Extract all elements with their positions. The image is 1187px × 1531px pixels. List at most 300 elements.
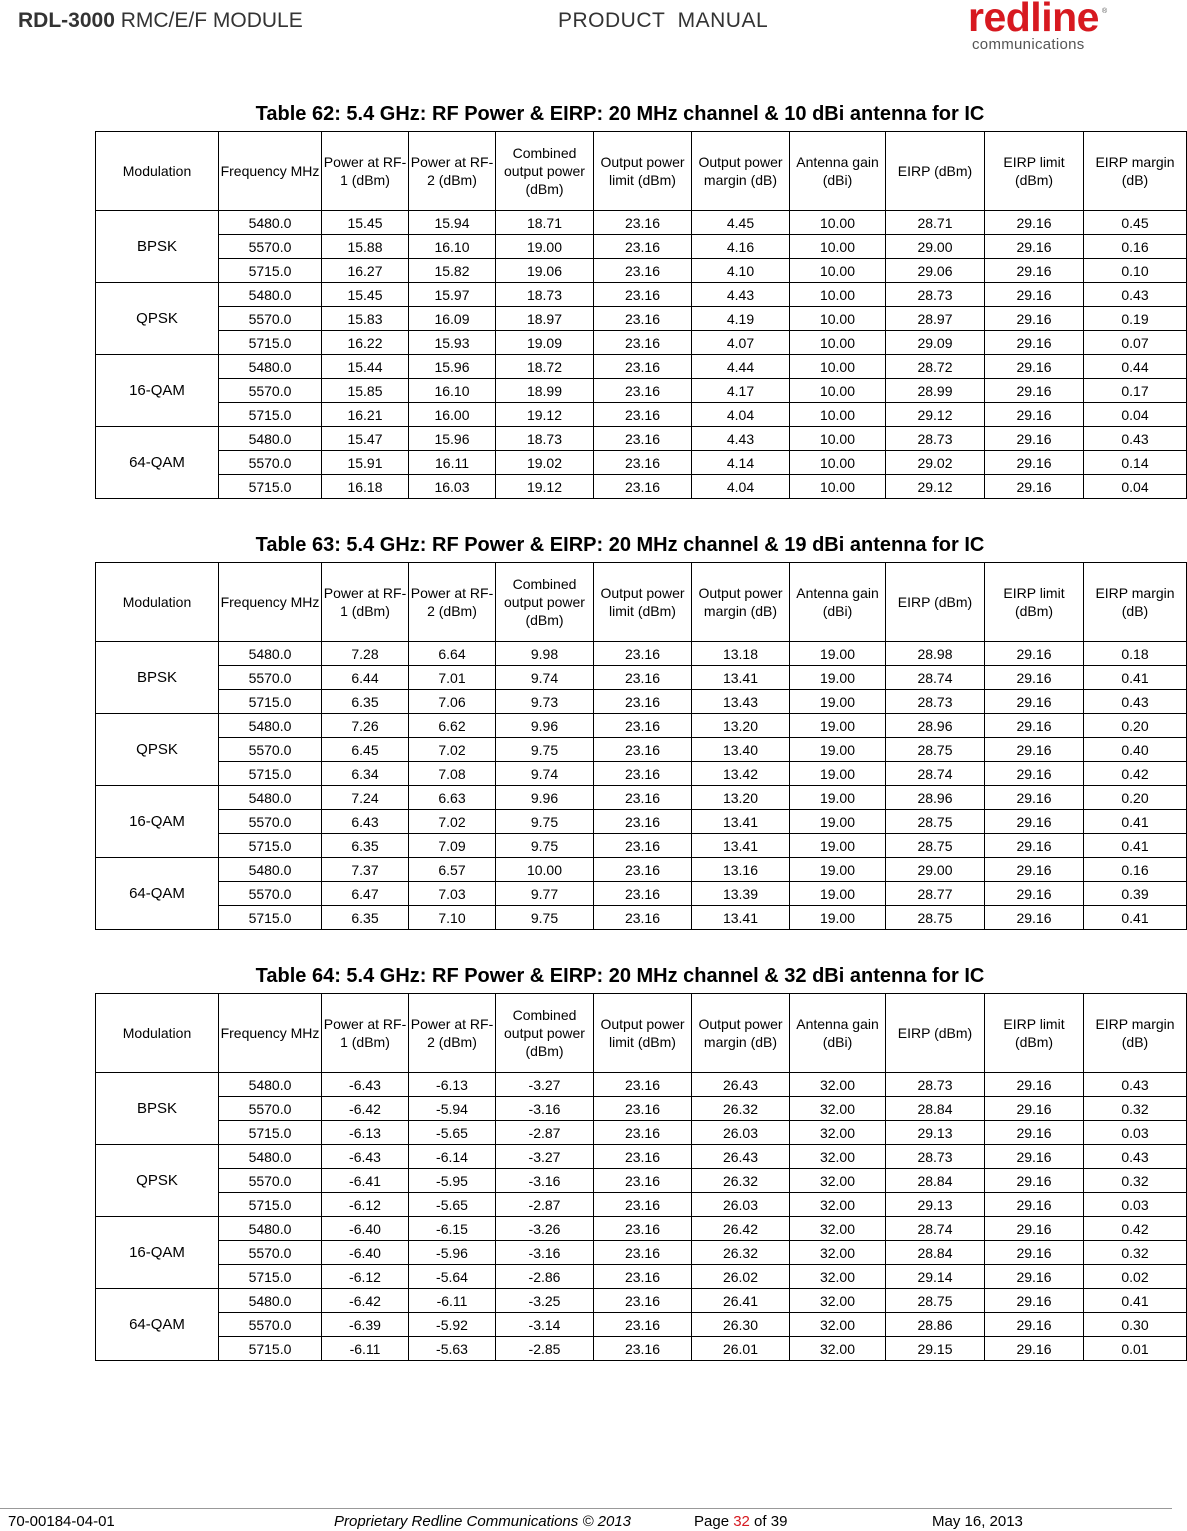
table-row (96, 738, 1187, 762)
table-cell: 15.94 (409, 211, 496, 235)
table-cell: 16.18 (322, 475, 409, 499)
table-row (96, 211, 1187, 235)
table-cell: 32.00 (790, 1073, 886, 1097)
table-cell: 28.75 (886, 1289, 985, 1313)
column-header: Power at RF-1 (dBm) (322, 132, 409, 211)
table-row (96, 1193, 1187, 1217)
table-cell: 15.85 (322, 379, 409, 403)
table-cell: 4.07 (692, 331, 790, 355)
table-cell: 28.73 (886, 427, 985, 451)
table-cell: 10.00 (790, 283, 886, 307)
table-cell: 5570.0 (219, 1097, 322, 1121)
table-cell: 0.41 (1084, 906, 1187, 930)
table-cell: 7.10 (409, 906, 496, 930)
table-cell: 0.01 (1084, 1337, 1187, 1361)
table-cell: 5480.0 (219, 211, 322, 235)
column-header: EIRP limit (dBm) (985, 563, 1084, 642)
table-cell: 4.19 (692, 307, 790, 331)
table-cell: 23.16 (594, 762, 692, 786)
table-cell: -6.13 (409, 1073, 496, 1097)
table-cell: 0.39 (1084, 882, 1187, 906)
table-cell: 29.16 (985, 882, 1084, 906)
table-cell: 19.00 (790, 690, 886, 714)
table-row (96, 762, 1187, 786)
table-cell: 5570.0 (219, 451, 322, 475)
table-cell: 16.27 (322, 259, 409, 283)
table-cell: 9.74 (496, 762, 594, 786)
table-cell: 26.41 (692, 1289, 790, 1313)
table-cell: 26.03 (692, 1193, 790, 1217)
table-cell: 0.18 (1084, 642, 1187, 666)
table-cell: 28.73 (886, 283, 985, 307)
table-cell: 5570.0 (219, 307, 322, 331)
column-header: Frequency MHz (219, 563, 322, 642)
table-cell: 5480.0 (219, 642, 322, 666)
table-cell: 4.44 (692, 355, 790, 379)
table-cell: 0.20 (1084, 714, 1187, 738)
column-header: Combined output power (dBm) (496, 994, 594, 1073)
table-cell: -6.42 (322, 1289, 409, 1313)
table-cell: 15.82 (409, 259, 496, 283)
table-cell: 9.73 (496, 690, 594, 714)
table-cell: 5480.0 (219, 1217, 322, 1241)
table-cell: 5480.0 (219, 427, 322, 451)
table-cell: 7.02 (409, 810, 496, 834)
table-cell: 4.10 (692, 259, 790, 283)
table-cell: 0.07 (1084, 331, 1187, 355)
modulation-cell: 16-QAM (96, 1217, 219, 1289)
table-cell: -6.41 (322, 1169, 409, 1193)
table-cell: 10.00 (496, 858, 594, 882)
table-cell: 5715.0 (219, 690, 322, 714)
table-cell: 4.43 (692, 283, 790, 307)
footer-page-number (694, 1513, 787, 1530)
table-cell: 28.73 (886, 690, 985, 714)
table-cell: 28.74 (886, 666, 985, 690)
table-cell: 23.16 (594, 858, 692, 882)
table-cell: 26.02 (692, 1265, 790, 1289)
column-header: Antenna gain (dBi) (790, 563, 886, 642)
table-cell: -5.65 (409, 1193, 496, 1217)
current-page: 32 (733, 1513, 750, 1530)
table-cell: 19.02 (496, 451, 594, 475)
table-row (96, 1337, 1187, 1361)
table-cell: 6.35 (322, 690, 409, 714)
column-header: Combined output power (dBm) (496, 132, 594, 211)
table-cell: 9.96 (496, 714, 594, 738)
table-cell: 10.00 (790, 355, 886, 379)
column-header: Frequency MHz (219, 994, 322, 1073)
column-header: Output power limit (dBm) (594, 132, 692, 211)
table-cell: 29.16 (985, 906, 1084, 930)
table-cell: -3.26 (496, 1217, 594, 1241)
table-cell: -5.95 (409, 1169, 496, 1193)
table-cell: 7.03 (409, 882, 496, 906)
table-row (96, 690, 1187, 714)
table-cell: -2.85 (496, 1337, 594, 1361)
table-cell: 5715.0 (219, 1121, 322, 1145)
table-cell: 4.17 (692, 379, 790, 403)
table-cell: 15.83 (322, 307, 409, 331)
column-header: Output power limit (dBm) (594, 563, 692, 642)
product-title (18, 9, 303, 33)
table-cell: 15.47 (322, 427, 409, 451)
table-cell: 5480.0 (219, 1073, 322, 1097)
column-header: EIRP margin (dB) (1084, 563, 1187, 642)
table-row (96, 714, 1187, 738)
table-cell: 29.16 (985, 307, 1084, 331)
table-cell: 29.16 (985, 379, 1084, 403)
table-cell: 5715.0 (219, 762, 322, 786)
footer-date: May 16, 2013 (932, 1513, 1023, 1530)
table-row (96, 1217, 1187, 1241)
table-cell: 29.16 (985, 666, 1084, 690)
table-63-title: Table 63: 5.4 GHz: RF Power & EIRP: 20 MHz channel & 19 dBi antenna for IC (255, 534, 985, 556)
table-cell: 23.16 (594, 259, 692, 283)
table-cell: 29.16 (985, 1313, 1084, 1337)
table-row (96, 1313, 1187, 1337)
table-row (96, 642, 1187, 666)
table-cell: 6.62 (409, 714, 496, 738)
column-header: Frequency MHz (219, 132, 322, 211)
table-cell: 4.43 (692, 427, 790, 451)
column-header: Power at RF-1 (dBm) (322, 994, 409, 1073)
table-cell: 16.00 (409, 403, 496, 427)
table-cell: 5715.0 (219, 1337, 322, 1361)
table-cell: 15.91 (322, 451, 409, 475)
table-cell: 13.20 (692, 786, 790, 810)
table-cell: 29.16 (985, 1337, 1084, 1361)
table-row (96, 834, 1187, 858)
table-cell: 29.16 (985, 834, 1084, 858)
table-cell: 28.84 (886, 1169, 985, 1193)
table-cell: 29.16 (985, 786, 1084, 810)
table-cell: 6.57 (409, 858, 496, 882)
table-cell: 28.99 (886, 379, 985, 403)
table-cell: 9.77 (496, 882, 594, 906)
table-cell: 16.21 (322, 403, 409, 427)
table-cell: -6.43 (322, 1145, 409, 1169)
table-cell: 26.32 (692, 1241, 790, 1265)
table-row (96, 1145, 1187, 1169)
redline-logo (968, 0, 1108, 56)
table-cell: 29.16 (985, 1265, 1084, 1289)
table-cell: 10.00 (790, 211, 886, 235)
table-cell: 0.43 (1084, 427, 1187, 451)
table-cell: 29.16 (985, 810, 1084, 834)
table-cell: 29.16 (985, 1073, 1084, 1097)
table-cell: 28.74 (886, 1217, 985, 1241)
modulation-cell: BPSK (96, 642, 219, 714)
table-cell: 13.43 (692, 690, 790, 714)
table-cell: 0.40 (1084, 738, 1187, 762)
table-cell: 32.00 (790, 1193, 886, 1217)
column-header: EIRP limit (dBm) (985, 132, 1084, 211)
table-cell: -6.12 (322, 1265, 409, 1289)
table-cell: 10.00 (790, 403, 886, 427)
table-cell: 29.16 (985, 211, 1084, 235)
table-row (96, 1289, 1187, 1313)
table-cell: -3.16 (496, 1241, 594, 1265)
table-row (96, 259, 1187, 283)
table-cell: 23.16 (594, 355, 692, 379)
table-cell: 5715.0 (219, 259, 322, 283)
table-cell: -2.87 (496, 1121, 594, 1145)
table-cell: 29.16 (985, 1097, 1084, 1121)
modulation-cell: BPSK (96, 1073, 219, 1145)
table-cell: 5570.0 (219, 1169, 322, 1193)
table-cell: 26.03 (692, 1121, 790, 1145)
table-cell: -6.15 (409, 1217, 496, 1241)
table-row (96, 403, 1187, 427)
table-cell: 15.88 (322, 235, 409, 259)
table-cell: 16.22 (322, 331, 409, 355)
table-cell: 23.16 (594, 1169, 692, 1193)
column-header: Antenna gain (dBi) (790, 994, 886, 1073)
table-cell: 28.74 (886, 762, 985, 786)
table-cell: 19.00 (790, 762, 886, 786)
column-header: EIRP margin (dB) (1084, 132, 1187, 211)
page-prefix: Page (694, 1513, 734, 1530)
table-cell: 29.16 (985, 738, 1084, 762)
table-cell: 29.16 (985, 690, 1084, 714)
table-cell: 13.41 (692, 810, 790, 834)
table-cell: 18.99 (496, 379, 594, 403)
table-cell: 29.16 (985, 427, 1084, 451)
table-cell: 13.40 (692, 738, 790, 762)
table-cell: 13.16 (692, 858, 790, 882)
table-cell: 0.43 (1084, 690, 1187, 714)
table-cell: 29.16 (985, 1121, 1084, 1145)
table-cell: 0.03 (1084, 1121, 1187, 1145)
table-cell: 15.45 (322, 211, 409, 235)
table-cell: 28.96 (886, 714, 985, 738)
table-cell: 26.32 (692, 1169, 790, 1193)
table-cell: 6.35 (322, 834, 409, 858)
table-row (96, 283, 1187, 307)
table-cell: 29.16 (985, 331, 1084, 355)
table-62 (95, 131, 1187, 499)
table-cell: 23.16 (594, 235, 692, 259)
table-cell: 0.41 (1084, 834, 1187, 858)
table-row (96, 451, 1187, 475)
table-cell: 6.63 (409, 786, 496, 810)
table-row (96, 379, 1187, 403)
table-cell: 29.16 (985, 1145, 1084, 1169)
table-cell: 13.18 (692, 642, 790, 666)
table-cell: 4.16 (692, 235, 790, 259)
table-cell: -3.27 (496, 1145, 594, 1169)
table-cell: 29.16 (985, 259, 1084, 283)
table-row (96, 882, 1187, 906)
table-cell: 23.16 (594, 738, 692, 762)
table-cell: -6.43 (322, 1073, 409, 1097)
table-cell: -6.13 (322, 1121, 409, 1145)
table-cell: 0.43 (1084, 1073, 1187, 1097)
table-cell: 4.45 (692, 211, 790, 235)
table-cell: -5.64 (409, 1265, 496, 1289)
table-cell: 18.71 (496, 211, 594, 235)
column-header: Modulation (96, 994, 219, 1073)
table-cell: 29.16 (985, 1289, 1084, 1313)
table-cell: 19.00 (790, 882, 886, 906)
table-cell: 19.12 (496, 475, 594, 499)
table-cell: 23.16 (594, 307, 692, 331)
table-cell: -2.86 (496, 1265, 594, 1289)
table-cell: -3.25 (496, 1289, 594, 1313)
table-row (96, 786, 1187, 810)
table-cell: 19.00 (790, 810, 886, 834)
table-cell: -3.16 (496, 1097, 594, 1121)
table-cell: 23.16 (594, 1145, 692, 1169)
table-cell: 5480.0 (219, 355, 322, 379)
table-cell: 23.16 (594, 1241, 692, 1265)
table-cell: 0.04 (1084, 475, 1187, 499)
table-cell: -5.92 (409, 1313, 496, 1337)
table-header-row (96, 563, 1187, 642)
column-header: EIRP (dBm) (886, 994, 985, 1073)
table-cell: 32.00 (790, 1145, 886, 1169)
column-header: Output power margin (dB) (692, 563, 790, 642)
table-cell: 6.44 (322, 666, 409, 690)
table-cell: 5715.0 (219, 1265, 322, 1289)
logo-registered-mark: ® (1102, 8, 1108, 15)
table-cell: 23.16 (594, 1265, 692, 1289)
table-cell: 15.44 (322, 355, 409, 379)
table-cell: 29.00 (886, 858, 985, 882)
table-cell: 23.16 (594, 786, 692, 810)
table-cell: 28.98 (886, 642, 985, 666)
table-cell: 18.73 (496, 283, 594, 307)
table-cell: 29.16 (985, 1241, 1084, 1265)
table-cell: 5715.0 (219, 834, 322, 858)
table-cell: 9.96 (496, 786, 594, 810)
table-cell: 0.32 (1084, 1169, 1187, 1193)
table-cell: 29.16 (985, 403, 1084, 427)
table-cell: 23.16 (594, 642, 692, 666)
table-cell: 5715.0 (219, 403, 322, 427)
modulation-cell: BPSK (96, 211, 219, 283)
table-cell: 10.00 (790, 259, 886, 283)
table-cell: 6.43 (322, 810, 409, 834)
table-cell: 29.06 (886, 259, 985, 283)
table-cell: 9.74 (496, 666, 594, 690)
table-cell: 0.32 (1084, 1097, 1187, 1121)
table-cell: 16.03 (409, 475, 496, 499)
table-cell: 5715.0 (219, 331, 322, 355)
table-cell: 23.16 (594, 1097, 692, 1121)
column-header: Antenna gain (dBi) (790, 132, 886, 211)
table-cell: 32.00 (790, 1097, 886, 1121)
table-cell: 28.96 (886, 786, 985, 810)
table-cell: 23.16 (594, 283, 692, 307)
table-cell: 23.16 (594, 906, 692, 930)
table-cell: 26.42 (692, 1217, 790, 1241)
table-cell: 7.28 (322, 642, 409, 666)
table-cell: 23.16 (594, 1313, 692, 1337)
table-row (96, 307, 1187, 331)
table-cell: 29.13 (886, 1193, 985, 1217)
table-63 (95, 562, 1187, 930)
footer-divider (0, 1508, 1172, 1509)
table-cell: 7.26 (322, 714, 409, 738)
table-cell: 23.16 (594, 475, 692, 499)
table-cell: 5480.0 (219, 858, 322, 882)
table-cell: 29.13 (886, 1121, 985, 1145)
table-cell: 29.12 (886, 403, 985, 427)
table-cell: 0.30 (1084, 1313, 1187, 1337)
table-cell: 29.16 (985, 355, 1084, 379)
table-cell: 29.00 (886, 235, 985, 259)
table-cell: 10.00 (790, 235, 886, 259)
logo-wordmark: redline (968, 0, 1099, 40)
footer-copyright (334, 1513, 631, 1530)
column-header: Combined output power (dBm) (496, 563, 594, 642)
table-cell: 0.43 (1084, 283, 1187, 307)
product-module: RMC/E/F MODULE (114, 9, 303, 32)
table-cell: 19.00 (790, 786, 886, 810)
table-cell: -6.12 (322, 1193, 409, 1217)
table-cell: 28.77 (886, 882, 985, 906)
table-cell: 7.02 (409, 738, 496, 762)
modulation-cell: 64-QAM (96, 858, 219, 930)
table-cell: 28.84 (886, 1097, 985, 1121)
table-cell: 29.16 (985, 858, 1084, 882)
table-cell: 26.32 (692, 1097, 790, 1121)
table-cell: -6.39 (322, 1313, 409, 1337)
table-cell: 13.41 (692, 834, 790, 858)
table-cell: 19.00 (790, 666, 886, 690)
table-cell: 5480.0 (219, 786, 322, 810)
table-cell: -5.94 (409, 1097, 496, 1121)
table-cell: 19.00 (790, 834, 886, 858)
table-cell: 32.00 (790, 1241, 886, 1265)
table-cell: 0.41 (1084, 1289, 1187, 1313)
table-cell: 6.35 (322, 906, 409, 930)
table-cell: 7.01 (409, 666, 496, 690)
table-cell: 0.16 (1084, 858, 1187, 882)
table-cell: 5715.0 (219, 475, 322, 499)
table-cell: 23.16 (594, 690, 692, 714)
table-cell: 23.16 (594, 211, 692, 235)
table-cell: 16.10 (409, 379, 496, 403)
table-cell: 19.00 (496, 235, 594, 259)
table-cell: 23.16 (594, 810, 692, 834)
column-header: EIRP (dBm) (886, 132, 985, 211)
table-cell: 18.73 (496, 427, 594, 451)
table-cell: 15.93 (409, 331, 496, 355)
table-cell: 28.75 (886, 810, 985, 834)
table-cell: 9.75 (496, 738, 594, 762)
table-cell: 0.03 (1084, 1193, 1187, 1217)
table-cell: 10.00 (790, 427, 886, 451)
table-cell: 19.00 (790, 858, 886, 882)
table-cell: 23.16 (594, 666, 692, 690)
table-cell: -6.40 (322, 1217, 409, 1241)
table-cell: 28.75 (886, 906, 985, 930)
table-cell: 9.75 (496, 810, 594, 834)
modulation-cell: QPSK (96, 714, 219, 786)
table-cell: 0.10 (1084, 259, 1187, 283)
table-cell: 6.45 (322, 738, 409, 762)
table-cell: 0.42 (1084, 762, 1187, 786)
table-cell: 32.00 (790, 1337, 886, 1361)
table-cell: 0.02 (1084, 1265, 1187, 1289)
table-cell: 29.16 (985, 1193, 1084, 1217)
table-cell: 7.09 (409, 834, 496, 858)
table-cell: 28.72 (886, 355, 985, 379)
table-row (96, 427, 1187, 451)
